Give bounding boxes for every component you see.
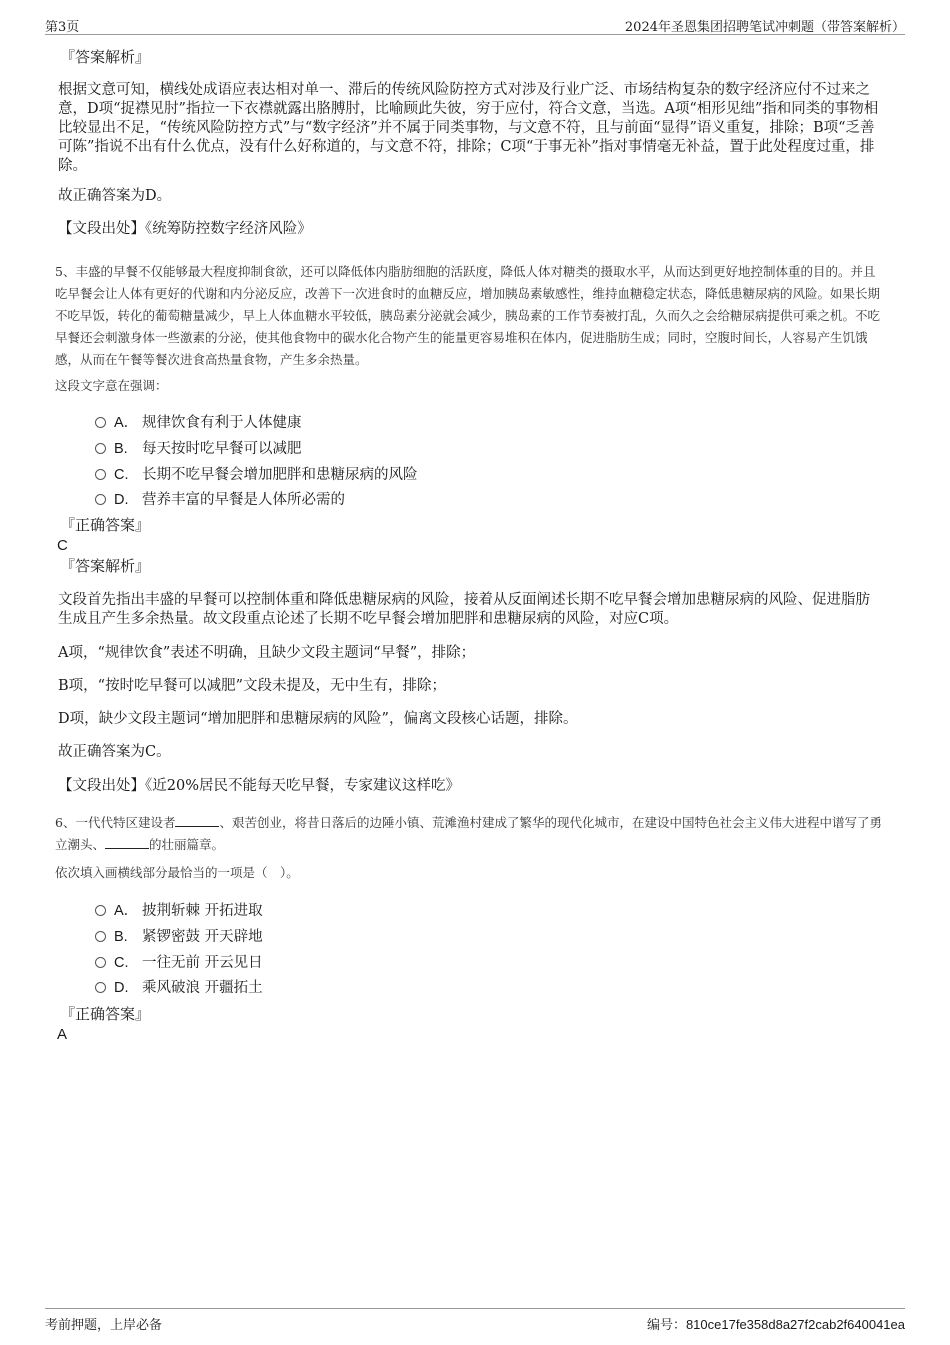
footer-slogan: 考前押题，上岸必备 xyxy=(45,1318,163,1333)
option-a[interactable]: A． 披荆斩棘 开拓进取 xyxy=(95,901,263,923)
question-prompt: 依次填入画横线部分最恰当的一项是（ ）。 xyxy=(55,865,299,880)
fill-blank xyxy=(105,834,149,849)
answer-label: 『正确答案』 xyxy=(60,1005,151,1023)
radio-icon[interactable] xyxy=(95,417,106,428)
option-b[interactable]: B. 每天按时吃早餐可以减肥 xyxy=(95,439,302,461)
option-c[interactable]: C. 一往无前 开云见日 xyxy=(95,953,263,975)
analysis-paragraph: A项，“规律饮食”表述不明确，且缺少文段主题词“早餐”，排除； xyxy=(58,645,476,661)
analysis-paragraph: B项，“按时吃早餐可以减肥”文段未提及，无中生有，排除； xyxy=(58,678,446,694)
answer-value: A xyxy=(57,1026,68,1043)
option-c[interactable]: C. 长期不吃早餐会增加肥胖和患糖尿病的风险 xyxy=(95,465,418,487)
radio-icon[interactable] xyxy=(95,494,106,505)
option-d[interactable]: D. 营养丰富的早餐是人体所必需的 xyxy=(95,490,345,512)
radio-icon[interactable] xyxy=(95,469,106,480)
radio-icon[interactable] xyxy=(95,931,106,942)
question-stem: 5、丰盛的早餐不仅能够最大程度抑制食欲，还可以降低体内脂肪细胞的活跃度，降低人体对糖类的摄取水平，从而达到更好地控制体重的目的。并且吃早餐会让人体有更好的代谢和内分泌反应，改善下一次进食时的血糖反应，增加胰岛素敏感性，维持血糖稳定状态，降低患糖尿病的风险。如果长期不吃早饭，转化的葡萄糖量减少，早上人体血糖水平较低，胰岛素分泌就会减少，胰岛素的工作节奏被打乱，久而久之会给糖尿病提供可乘之机。不吃早餐还会刺激身体一些激素的分泌，使其他食物中的碳水化合物产生的能量更容易堆积在体内，促进脂肪生成；同时，空腹时间长，人容易产生饥饿感，从而在午餐等餐次进食高热量食物，产生多余热量。 xyxy=(55,264,881,367)
analysis-label: 『答案解析』 xyxy=(60,48,151,66)
radio-icon[interactable] xyxy=(95,957,106,968)
source-citation: 【文段出处】《统筹防控数字经济风险》 xyxy=(58,221,312,237)
analysis-paragraph: 文段首先指出丰盛的早餐可以控制体重和降低患糖尿病的风险，接着从反面阐述长期不吃早餐会增加患糖尿病的风险、促进脂肪生成且产生多余热量。故文段重点论述了长期不吃早餐会增加肥胖和患糖尿病的风险，对应C项。 xyxy=(58,592,870,627)
radio-icon[interactable] xyxy=(95,982,106,993)
radio-icon[interactable] xyxy=(95,905,106,916)
page-number: 第3页 xyxy=(45,20,80,35)
question-stem: 6、一代代特区建设者 、艰苦创业，将昔日落后的边陲小镇、荒滩渔村建成了繁华的现代化城市，在建设中国特色社会主义伟大进程中谱写了勇立潮头、 的壮丽篇章。 xyxy=(55,812,885,856)
analysis-paragraph: D项，缺少文段主题词“增加肥胖和患糖尿病的风险”，偏离文段核心话题，排除。 xyxy=(58,711,578,727)
analysis-label: 『答案解析』 xyxy=(60,557,151,575)
option-d[interactable]: D. 乘风破浪 开疆拓土 xyxy=(95,978,263,1000)
option-b[interactable]: B. 紧锣密鼓 开天辟地 xyxy=(95,927,263,949)
option-a[interactable]: A． 规律饮食有利于人体健康 xyxy=(95,413,302,435)
conclusion: 故正确答案为D。 xyxy=(58,188,172,204)
document-code: 编号：810ce17fe358d8a27f2cab2f640041ea xyxy=(646,1317,905,1332)
document-title: 2024年圣恩集团招聘笔试冲刺题（带答案解析） xyxy=(624,20,905,35)
source-citation: 【文段出处】《近20%居民不能每天吃早餐，专家建议这样吃》 xyxy=(58,778,460,794)
conclusion: 故正确答案为C。 xyxy=(58,744,171,760)
answer-value: C xyxy=(57,537,68,554)
page-footer xyxy=(45,1308,905,1331)
radio-icon[interactable] xyxy=(95,443,106,454)
fill-blank xyxy=(175,812,219,827)
analysis-text: 根据文意可知，横线处成语应表达相对单一、滞后的传统风险防控方式对涉及行业广泛、市场结构复杂的数字经济应付不过来之意，D项“捉襟见肘”指拉一下衣襟就露出胳膊肘，比喻顾此失彼，穷于应付，符合文意，当选。A项“相形见绌”指和同类的事物相比较显出不足，“传统风险防控方式”与“数字经济”并不属于同类事物，与文意不符，且与前面“显得”语义重复，排除；B项“乏善可陈”指说不出有什么优点，没有什么好称道的，与文意不符，排除；C项“于事无补”指对事情毫无补益，置于此处程度过重，排除。 xyxy=(58,82,879,174)
answer-label: 『正确答案』 xyxy=(60,516,151,534)
page-header xyxy=(45,14,905,35)
question-prompt: 这段文字意在强调： xyxy=(55,378,168,393)
